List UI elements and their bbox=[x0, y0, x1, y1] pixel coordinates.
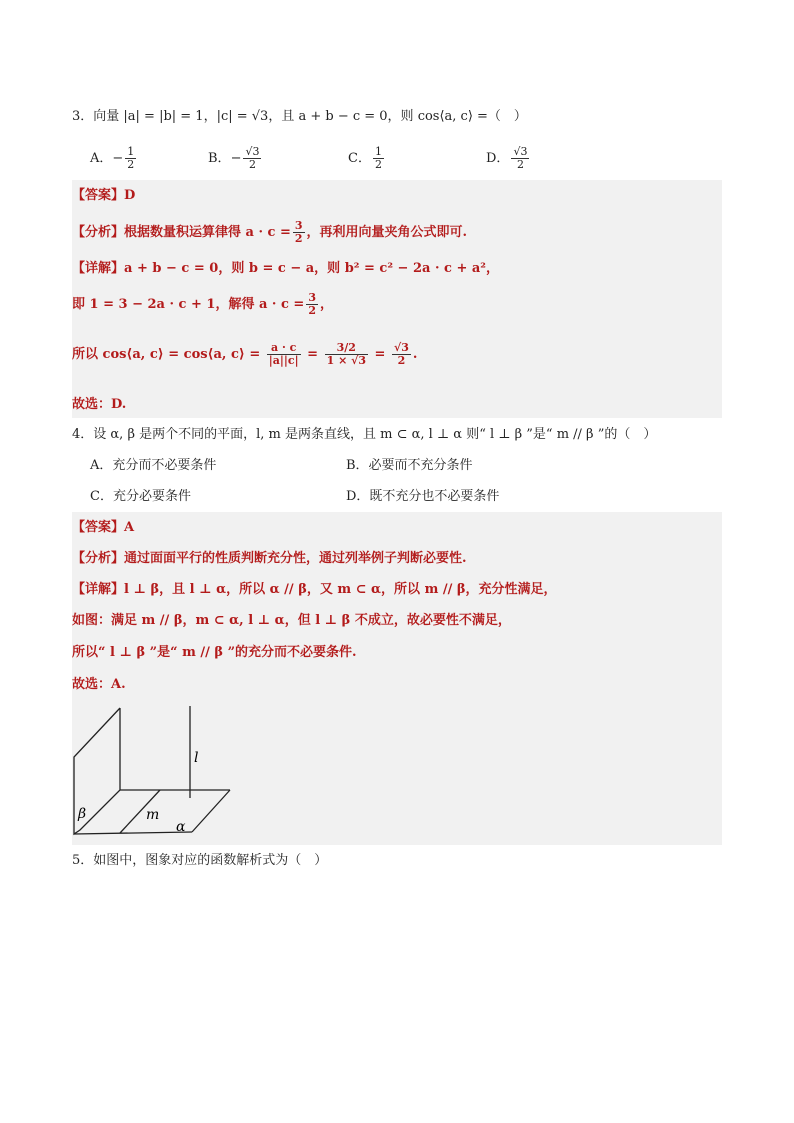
label-l: l bbox=[194, 750, 199, 766]
q4-answer bbox=[72, 519, 134, 537]
q4-option-d: D．既不充分也不必要条件 bbox=[346, 489, 500, 504]
q4-detail-line-2: 如图：满足 m // β，m ⊂ α, l ⊥ α，但 l ⊥ β 不成立，故必要性不满足， bbox=[72, 613, 511, 628]
fraction-3 bbox=[392, 342, 411, 367]
plane-alpha-right-edge bbox=[192, 790, 230, 832]
denominator: 2 bbox=[374, 158, 382, 171]
analysis-tag: 【分析】 bbox=[72, 551, 125, 566]
q3-answer bbox=[72, 187, 135, 205]
numerator: 3 bbox=[308, 291, 316, 304]
q4-option-a: A．充分而不必要条件 bbox=[90, 458, 217, 473]
fraction bbox=[293, 220, 305, 245]
detail-text-end: ， bbox=[319, 297, 333, 312]
option-fraction bbox=[511, 146, 529, 171]
equals-sign: = bbox=[374, 347, 386, 362]
q3-option-b bbox=[208, 146, 263, 171]
q4-analysis bbox=[72, 550, 467, 568]
q4-conclusion: 故选：A. bbox=[72, 677, 126, 692]
answer-tag: 【答案】 bbox=[72, 520, 125, 535]
detail-tag: 【详解】 bbox=[72, 261, 125, 276]
detail-tag: 【详解】 bbox=[72, 582, 125, 597]
denominator: |a||c| bbox=[268, 354, 299, 367]
numerator: √3 bbox=[513, 145, 528, 158]
denominator: 2 bbox=[516, 158, 524, 171]
fraction-1 bbox=[267, 342, 301, 367]
numerator: 3/2 bbox=[325, 342, 368, 355]
analysis-text-end: ，再利用向量夹角公式即可. bbox=[306, 225, 468, 240]
analysis-text: 通过面面平行的性质判断充分性，通过列举例子判断必要性. bbox=[124, 551, 467, 566]
q4-detail-line-3: 所以“ l ⊥ β ”是“ m // β ”的充分而不必要条件. bbox=[72, 645, 357, 660]
q3-analysis bbox=[72, 220, 467, 245]
numerator: a · c bbox=[267, 342, 301, 355]
option-fraction bbox=[125, 146, 136, 171]
option-fraction bbox=[373, 146, 384, 171]
q3-detail-line-2 bbox=[72, 292, 333, 317]
q3-conclusion: 故选：D. bbox=[72, 397, 127, 412]
q4-option-c: C．充分必要条件 bbox=[90, 489, 191, 504]
numerator: 1 bbox=[127, 145, 135, 158]
detail-text: a + b − c = 0，则 b = c − a，则 b² = c² − 2a · c + a²， bbox=[124, 261, 499, 276]
answer-value: D bbox=[124, 188, 136, 203]
option-fraction bbox=[243, 146, 261, 171]
q3-detail-line-1 bbox=[72, 260, 499, 278]
detail-text-end: . bbox=[412, 347, 418, 362]
denominator: 1 × √3 bbox=[326, 354, 367, 367]
denominator: 2 bbox=[308, 304, 316, 317]
fraction bbox=[306, 292, 318, 317]
analysis-text: 根据数量积运算律得 a · c = bbox=[124, 225, 291, 240]
numerator: 1 bbox=[374, 145, 382, 158]
label-beta: β bbox=[78, 806, 87, 822]
q4-option-b: B．必要而不充分条件 bbox=[346, 458, 473, 473]
option-label: C． bbox=[348, 151, 371, 166]
equals-sign: = bbox=[307, 347, 319, 362]
q3-stem: 3．向量 |a| = |b| = 1，|c| = √3，且 a + b − c = 0，则 cos⟨a, c⟩ =（ ） bbox=[72, 109, 527, 124]
q3-option-c bbox=[348, 146, 386, 171]
label-alpha: α bbox=[176, 819, 186, 835]
q4-plane-figure bbox=[72, 702, 252, 842]
detail-text: 所以 cos⟨a, c⟩ = cos⟨a, c⟩ = bbox=[72, 347, 261, 362]
numerator: √3 bbox=[393, 341, 409, 354]
q3-detail-line-3 bbox=[72, 342, 417, 367]
q4-stem: 4．设 α, β 是两个不同的平面，l, m 是两条直线，且 m ⊂ α, l ⊥ α 则“ l ⊥ β ”是“ m // β ”的（ ） bbox=[72, 427, 657, 442]
answer-value: A bbox=[124, 520, 135, 535]
analysis-tag: 【分析】 bbox=[72, 225, 125, 240]
answer-tag: 【答案】 bbox=[72, 188, 125, 203]
plane-alpha-front-edge bbox=[74, 832, 192, 834]
q3-option-a bbox=[90, 146, 138, 171]
numerator: 3 bbox=[294, 219, 303, 232]
denominator: 2 bbox=[248, 158, 256, 171]
numerator: √3 bbox=[245, 145, 260, 158]
denominator: 2 bbox=[127, 158, 135, 171]
option-sign: − bbox=[230, 151, 242, 166]
label-m: m bbox=[146, 807, 160, 823]
q4-detail-line-1 bbox=[72, 581, 557, 599]
detail-text: l ⊥ β，且 l ⊥ α，所以 α // β，又 m ⊂ α，所以 m // β，充分性满足， bbox=[124, 582, 557, 597]
option-sign: − bbox=[112, 151, 124, 166]
q3-option-d bbox=[486, 146, 531, 171]
q5-stem: 5．如图中，图象对应的函数解析式为（ ） bbox=[72, 853, 328, 868]
denominator: 2 bbox=[294, 232, 303, 245]
fraction-2 bbox=[325, 342, 368, 367]
option-label: A． bbox=[90, 151, 113, 166]
denominator: 2 bbox=[397, 354, 406, 367]
option-label: B． bbox=[208, 151, 231, 166]
option-label: D． bbox=[486, 151, 510, 166]
detail-text: 即 1 = 3 − 2a · c + 1，解得 a · c = bbox=[72, 297, 305, 312]
